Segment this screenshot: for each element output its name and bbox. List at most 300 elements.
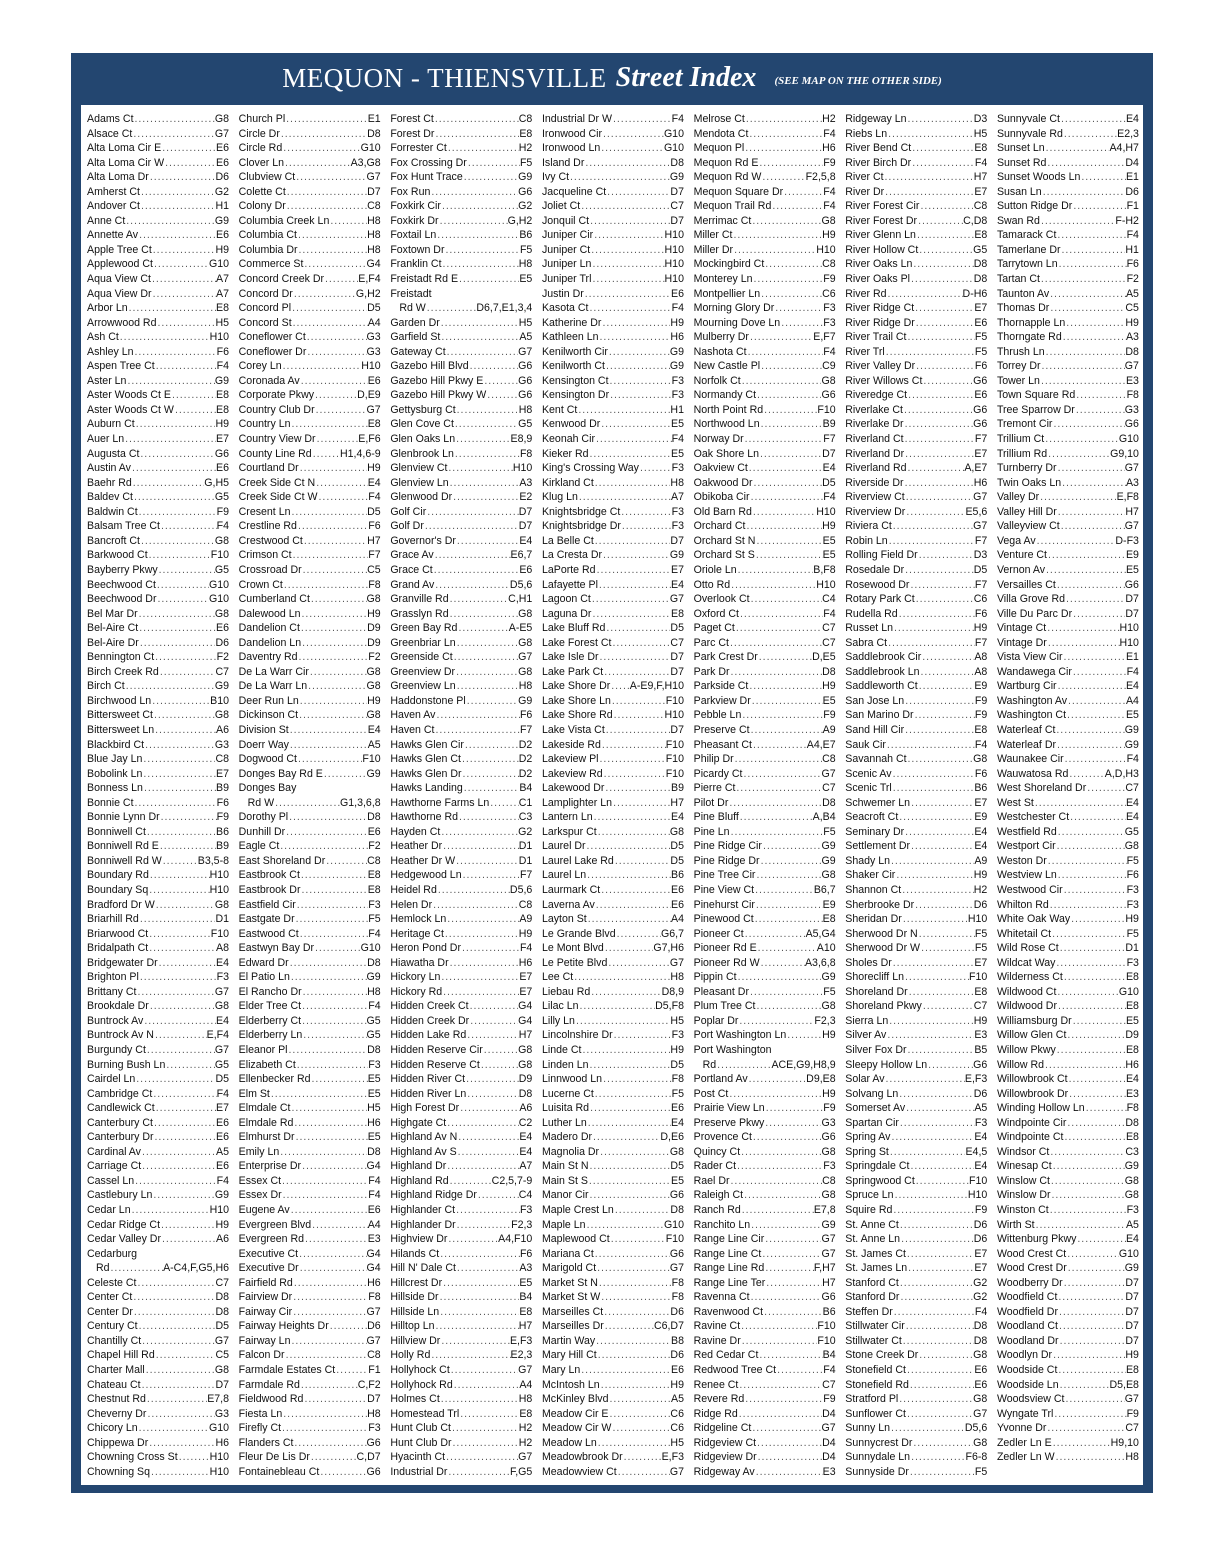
street-name: Franklin Ct	[390, 258, 442, 271]
street-name: Market St N	[541, 1276, 598, 1289]
grid-reference: H5	[670, 1436, 684, 1449]
grid-reference: G6	[518, 360, 533, 373]
leader-dots	[593, 228, 664, 243]
street-entry	[390, 607, 532, 622]
street-name: Valleyview Ct	[996, 520, 1060, 533]
leader-dots	[292, 1290, 368, 1305]
street-entry	[997, 970, 1139, 985]
street-entry	[997, 1348, 1139, 1363]
street-name: Baldev Ct	[87, 491, 133, 504]
grid-reference: F6	[519, 709, 533, 722]
street-name: Heritage Ct	[390, 927, 444, 940]
street-name: Bittersweet Ct	[87, 709, 153, 722]
leader-dots	[1057, 825, 1125, 840]
street-name: Barkwood Ct	[87, 549, 148, 562]
leader-dots	[449, 607, 519, 622]
street-entry	[845, 708, 987, 723]
index-column-5	[694, 112, 836, 1482]
street-name: Heron Pond Dr	[390, 942, 461, 955]
grid-reference: H6	[367, 1116, 381, 1129]
street-entry	[694, 723, 836, 738]
grid-reference: E5	[367, 1073, 381, 1086]
leader-dots	[899, 1276, 973, 1291]
street-name: Knightsbridge Ct	[541, 505, 621, 518]
street-entry	[390, 287, 532, 302]
grid-reference: F3	[368, 1058, 381, 1071]
street-entry	[845, 1290, 987, 1305]
street-entry	[542, 447, 684, 462]
grid-reference: E7	[974, 1262, 988, 1275]
leader-dots	[738, 1014, 814, 1029]
street-entry	[87, 156, 229, 171]
leader-dots	[1068, 1072, 1126, 1087]
grid-reference: D8	[1125, 1116, 1139, 1129]
street-name: Aster Woods Ct E	[87, 389, 171, 402]
street-entry	[997, 1436, 1139, 1451]
leader-dots	[885, 345, 975, 360]
grid-reference: E6	[367, 374, 381, 387]
leader-dots	[141, 1334, 215, 1349]
grid-reference: E6	[519, 563, 533, 576]
street-entry	[845, 1378, 987, 1393]
street-entry	[694, 1276, 836, 1291]
grid-reference: H9	[1125, 913, 1139, 926]
leader-dots	[609, 388, 671, 403]
street-name: River Trl	[845, 345, 885, 358]
street-entry	[694, 388, 836, 403]
street-name: Overlook Ct	[693, 593, 750, 606]
street-name: Ridge Rd	[693, 1407, 738, 1420]
street-entry	[542, 1290, 684, 1305]
street-name: Rael Dr	[693, 1174, 730, 1187]
street-name: Winesap Ct	[996, 1160, 1052, 1173]
grid-reference: G7,H6	[653, 942, 684, 955]
street-entry	[390, 781, 532, 796]
street-name: Bridalpath Ct	[87, 942, 149, 955]
grid-reference: C5	[215, 1349, 229, 1362]
leader-dots	[739, 607, 823, 622]
street-entry	[694, 999, 836, 1014]
grid-reference: A3,6,8	[804, 956, 836, 969]
grid-reference: E6	[974, 1378, 988, 1391]
grid-reference: G5	[1124, 825, 1139, 838]
leader-dots	[144, 738, 215, 753]
street-name: Highland Dr	[390, 1160, 447, 1173]
street-entry	[997, 592, 1139, 607]
street-name: San Jose Ln	[845, 694, 905, 707]
street-name: Glen Oaks Ln	[390, 433, 456, 446]
street-entry	[997, 883, 1139, 898]
grid-reference: G6	[1124, 578, 1139, 591]
street-entry	[390, 272, 532, 287]
grid-reference: G1,3,6,8	[340, 796, 381, 809]
street-entry	[87, 810, 229, 825]
grid-reference: H10	[209, 331, 229, 344]
leader-dots	[143, 781, 216, 796]
leader-dots	[920, 665, 975, 680]
street-entry	[390, 883, 532, 898]
street-entry	[694, 883, 836, 898]
street-name: Hillside Ln	[390, 1305, 440, 1318]
street-name: Freistadt Rd E	[390, 273, 459, 286]
street-entry	[997, 1203, 1139, 1218]
street-entry	[694, 694, 836, 709]
grid-reference: A-E5	[508, 622, 533, 635]
street-entry	[87, 1145, 229, 1160]
street-entry	[542, 810, 684, 825]
street-name: Redwood Tree Ct	[693, 1364, 777, 1377]
street-name: Fairway Ln	[238, 1334, 291, 1347]
grid-reference: C8	[367, 854, 381, 867]
grid-reference: E7	[974, 796, 988, 809]
street-entry	[694, 607, 836, 622]
street-entry	[694, 912, 836, 927]
leader-dots	[1040, 272, 1127, 287]
street-entry	[542, 1130, 684, 1145]
street-entry	[390, 185, 532, 200]
leader-dots	[922, 374, 973, 389]
street-entry	[239, 679, 381, 694]
street-entry	[87, 767, 229, 782]
street-name: Essex Ct	[238, 1174, 282, 1187]
leader-dots	[299, 1261, 367, 1276]
street-name: Augusta Ct	[87, 447, 140, 460]
grid-reference: F2,5,8	[805, 171, 836, 184]
street-name: Buntrock Av N	[87, 1029, 154, 1042]
grid-reference: G2	[973, 1291, 988, 1304]
leader-dots	[763, 1305, 823, 1320]
grid-reference: E7	[974, 1247, 988, 1260]
leader-dots	[446, 1116, 519, 1131]
street-entry	[997, 1319, 1139, 1334]
street-entry	[542, 621, 684, 636]
street-entry	[390, 505, 532, 520]
grid-reference: H10	[209, 1465, 229, 1478]
street-entry	[997, 854, 1139, 869]
street-entry	[542, 1261, 684, 1276]
leader-dots	[759, 447, 822, 462]
street-name: Obikoba Cir	[693, 491, 750, 504]
leader-dots	[293, 287, 356, 302]
grid-reference: H9	[215, 1218, 229, 1231]
street-entry	[542, 1087, 684, 1102]
street-entry	[390, 1218, 532, 1233]
grid-reference: F8	[1126, 389, 1139, 402]
leader-dots	[299, 694, 367, 709]
grid-reference: C6	[670, 1422, 684, 1435]
street-entry	[390, 461, 532, 476]
grid-reference: E5	[367, 1131, 381, 1144]
leader-dots	[1056, 1043, 1126, 1058]
leader-dots	[449, 476, 520, 491]
street-entry	[997, 578, 1139, 593]
street-entry	[87, 970, 229, 985]
street-entry	[694, 621, 836, 636]
leader-dots	[477, 1188, 519, 1203]
leader-dots	[621, 519, 672, 534]
leader-dots	[290, 1101, 367, 1116]
street-entry	[694, 170, 836, 185]
street-name: Applewood Ct	[87, 258, 153, 271]
street-name: Bittersweet Ln	[87, 723, 155, 736]
street-entry	[542, 1159, 684, 1174]
grid-reference: G10	[663, 127, 684, 140]
street-name: Creek Side Ct N	[238, 476, 316, 489]
street-entry	[87, 898, 229, 913]
grid-reference: E7	[974, 185, 988, 198]
leader-dots	[135, 417, 216, 432]
leader-dots	[442, 985, 519, 1000]
leader-dots	[905, 1101, 974, 1116]
leader-dots	[732, 228, 822, 243]
street-name: Mendota Ct	[693, 127, 749, 140]
leader-dots	[603, 767, 666, 782]
leader-dots	[295, 912, 369, 927]
street-name: Spruce Ln	[845, 1189, 894, 1202]
grid-reference: G,H2	[355, 287, 381, 300]
street-entry	[845, 985, 987, 1000]
street-entry	[390, 519, 532, 534]
street-name: Birch Ct	[87, 680, 125, 693]
leader-dots	[483, 374, 518, 389]
street-name: Somerset Av	[845, 1102, 906, 1115]
grid-reference: G5	[973, 243, 988, 256]
street-name: Farmdale Rd	[238, 1378, 300, 1391]
street-name: Hidden Reserve Ct	[390, 1058, 480, 1071]
street-name: Sherwood Dr W	[845, 942, 921, 955]
grid-reference: G10	[208, 258, 229, 271]
street-entry	[845, 1145, 987, 1160]
grid-reference: D5	[367, 505, 381, 518]
grid-reference: G8	[1124, 1174, 1139, 1187]
leader-dots	[737, 563, 814, 578]
street-name: Brighton Pl	[87, 971, 139, 984]
leader-dots	[599, 330, 671, 345]
grid-reference: H9	[822, 1087, 836, 1100]
street-name: Holmes Ct	[390, 1393, 440, 1406]
leader-dots	[886, 738, 975, 753]
leader-dots	[1036, 534, 1116, 549]
grid-reference: H10	[967, 1189, 988, 1202]
street-name: Homestead Trl	[390, 1407, 460, 1420]
street-name: Hidden Reserve Cir	[390, 1044, 483, 1056]
leader-dots	[437, 883, 510, 898]
grid-reference: F4	[216, 520, 229, 533]
grid-reference: H1	[215, 200, 229, 213]
street-name: Highgate Ct	[390, 1116, 447, 1129]
street-name: Elmhurst Dr	[238, 1131, 295, 1144]
grid-reference: E7,8	[207, 1393, 229, 1406]
street-name: Ravenna Ct	[693, 1291, 750, 1304]
street-entry	[87, 839, 229, 854]
street-name: Cheverny Dr	[87, 1407, 147, 1420]
street-name: Ranchito Ln	[693, 1218, 751, 1231]
street-name: Westwood Cir	[996, 883, 1063, 896]
street-name: Greenside Ct	[390, 651, 453, 664]
grid-reference: F5	[368, 913, 381, 926]
street-entry	[239, 839, 381, 854]
leader-dots	[152, 1087, 216, 1102]
grid-reference: H10	[1119, 636, 1139, 649]
grid-reference: G7	[669, 1465, 684, 1478]
street-name: Lake Vista Ct	[541, 723, 605, 736]
street-name: Heather Dr W	[390, 854, 456, 867]
grid-reference: H8	[670, 476, 684, 489]
street-entry	[239, 185, 381, 200]
street-name: Thornapple Ln	[996, 316, 1066, 329]
leader-dots	[138, 1319, 216, 1334]
street-entry	[239, 694, 381, 709]
leader-dots	[904, 417, 974, 432]
street-entry	[542, 519, 684, 534]
grid-reference: E,F3	[964, 1073, 988, 1086]
street-name: Evergreen Rd	[238, 1233, 305, 1246]
leader-dots	[1075, 388, 1126, 403]
index-column-6	[845, 112, 987, 1482]
grid-reference: E7	[216, 433, 229, 446]
street-entry	[239, 461, 381, 476]
leader-dots	[439, 214, 508, 229]
street-entry	[87, 941, 229, 956]
leader-dots	[436, 228, 519, 243]
grid-reference: H9	[822, 680, 836, 693]
grid-reference: F10	[665, 767, 684, 780]
leader-dots	[300, 621, 367, 636]
leader-dots	[1051, 1188, 1125, 1203]
street-name: Ravine Ct	[693, 1320, 741, 1333]
street-entry	[239, 1319, 381, 1334]
leader-dots	[752, 505, 816, 520]
grid-reference: G8	[214, 534, 229, 547]
leader-dots	[603, 665, 670, 680]
street-entry	[845, 767, 987, 782]
grid-reference: E5	[519, 273, 533, 286]
leader-dots	[595, 898, 671, 913]
grid-reference: E8	[1125, 1044, 1139, 1056]
street-entry	[845, 1450, 987, 1465]
grid-reference: F9	[823, 709, 836, 722]
grid-reference: G6	[366, 1465, 381, 1478]
leader-dots	[446, 1159, 519, 1174]
leader-dots	[319, 1465, 366, 1480]
grid-reference: A7	[216, 287, 229, 300]
leader-dots	[734, 752, 822, 767]
street-name: River Hollow Ct	[845, 243, 919, 256]
grid-reference: F10	[210, 549, 229, 562]
leader-dots	[1057, 505, 1126, 520]
street-name: Granville Rd	[390, 593, 449, 606]
leader-dots	[765, 1101, 824, 1116]
street-entry	[87, 1305, 229, 1320]
street-name: Elderberry Ln	[238, 1029, 303, 1042]
grid-reference: D1	[518, 854, 533, 867]
street-name: Provence Ct	[693, 1131, 752, 1144]
leader-dots	[750, 490, 824, 505]
leader-dots	[138, 228, 216, 243]
leader-dots	[132, 476, 205, 491]
leader-dots	[297, 519, 368, 534]
street-entry	[239, 1145, 381, 1160]
street-entry	[997, 170, 1139, 185]
street-entry	[390, 1450, 532, 1465]
leader-dots	[730, 1174, 823, 1189]
leader-dots	[752, 738, 807, 753]
leader-dots	[439, 1305, 519, 1320]
street-name: Riverlake Dr	[845, 418, 904, 431]
street-entry	[390, 854, 532, 869]
street-name: Balsam Tree Ct	[87, 520, 161, 533]
grid-reference: F4	[974, 738, 988, 751]
street-entry	[542, 1363, 684, 1378]
street-name: Burgundy Ct	[87, 1044, 146, 1056]
grid-reference: A3	[519, 476, 533, 489]
street-name: Eastbrook Ct	[238, 869, 300, 882]
street-entry	[694, 1465, 836, 1480]
leader-dots	[1046, 1421, 1125, 1436]
street-entry	[694, 1203, 836, 1218]
street-name: Kensington Dr	[541, 389, 610, 402]
street-name: Whitetail Ct	[996, 927, 1052, 940]
grid-reference: E,F4	[358, 273, 381, 286]
street-name: Aqua View Ct	[87, 273, 151, 286]
grid-reference: G7	[366, 1334, 381, 1347]
street-entry	[87, 170, 229, 185]
street-name: Andover Ct	[87, 200, 140, 213]
grid-reference: E4	[367, 476, 381, 489]
grid-reference: E5	[671, 1174, 684, 1187]
leader-dots	[750, 592, 823, 607]
grid-reference: D7	[518, 520, 533, 533]
index-frame	[71, 53, 1153, 1493]
street-entry	[87, 679, 229, 694]
street-entry	[87, 1232, 229, 1247]
street-name: River Ridge Ct	[845, 302, 915, 315]
grid-reference: D,E6	[660, 1131, 684, 1144]
street-name: Arrowwood Rd	[87, 316, 157, 329]
street-name: Boundary Rd	[87, 869, 149, 882]
grid-reference: A4,F10	[498, 1233, 533, 1246]
grid-reference: G9	[518, 171, 533, 184]
leader-dots	[751, 214, 821, 229]
street-entry	[87, 199, 229, 214]
grid-reference: E1	[1125, 171, 1139, 184]
street-name: Ridgeline Ct	[693, 1422, 752, 1435]
street-entry	[997, 956, 1139, 971]
leader-dots	[292, 316, 368, 331]
street-name: Grace Ct	[390, 563, 433, 576]
street-entry	[87, 738, 229, 753]
street-name: Helen Dr	[390, 898, 433, 911]
street-entry	[542, 1378, 684, 1393]
grid-reference: C7	[215, 1276, 229, 1289]
leader-dots	[456, 636, 518, 651]
grid-reference: C8	[518, 898, 533, 911]
leader-dots	[158, 956, 216, 971]
leader-dots	[729, 636, 822, 651]
grid-reference: F10	[817, 1320, 836, 1333]
grid-reference: G8	[518, 665, 533, 678]
grid-reference: G8	[821, 214, 836, 227]
street-entry	[694, 1087, 836, 1102]
street-name: River Trail Ct	[845, 331, 907, 344]
street-name: Fox Crossing Dr	[390, 156, 467, 169]
street-name: El Rancho Dr	[238, 985, 302, 998]
street-name: Revere Rd	[693, 1393, 745, 1406]
street-entry	[87, 650, 229, 665]
grid-reference: A-C4,F,G5,H6	[163, 1262, 229, 1275]
street-entry	[542, 1232, 684, 1247]
leader-dots	[910, 796, 974, 811]
